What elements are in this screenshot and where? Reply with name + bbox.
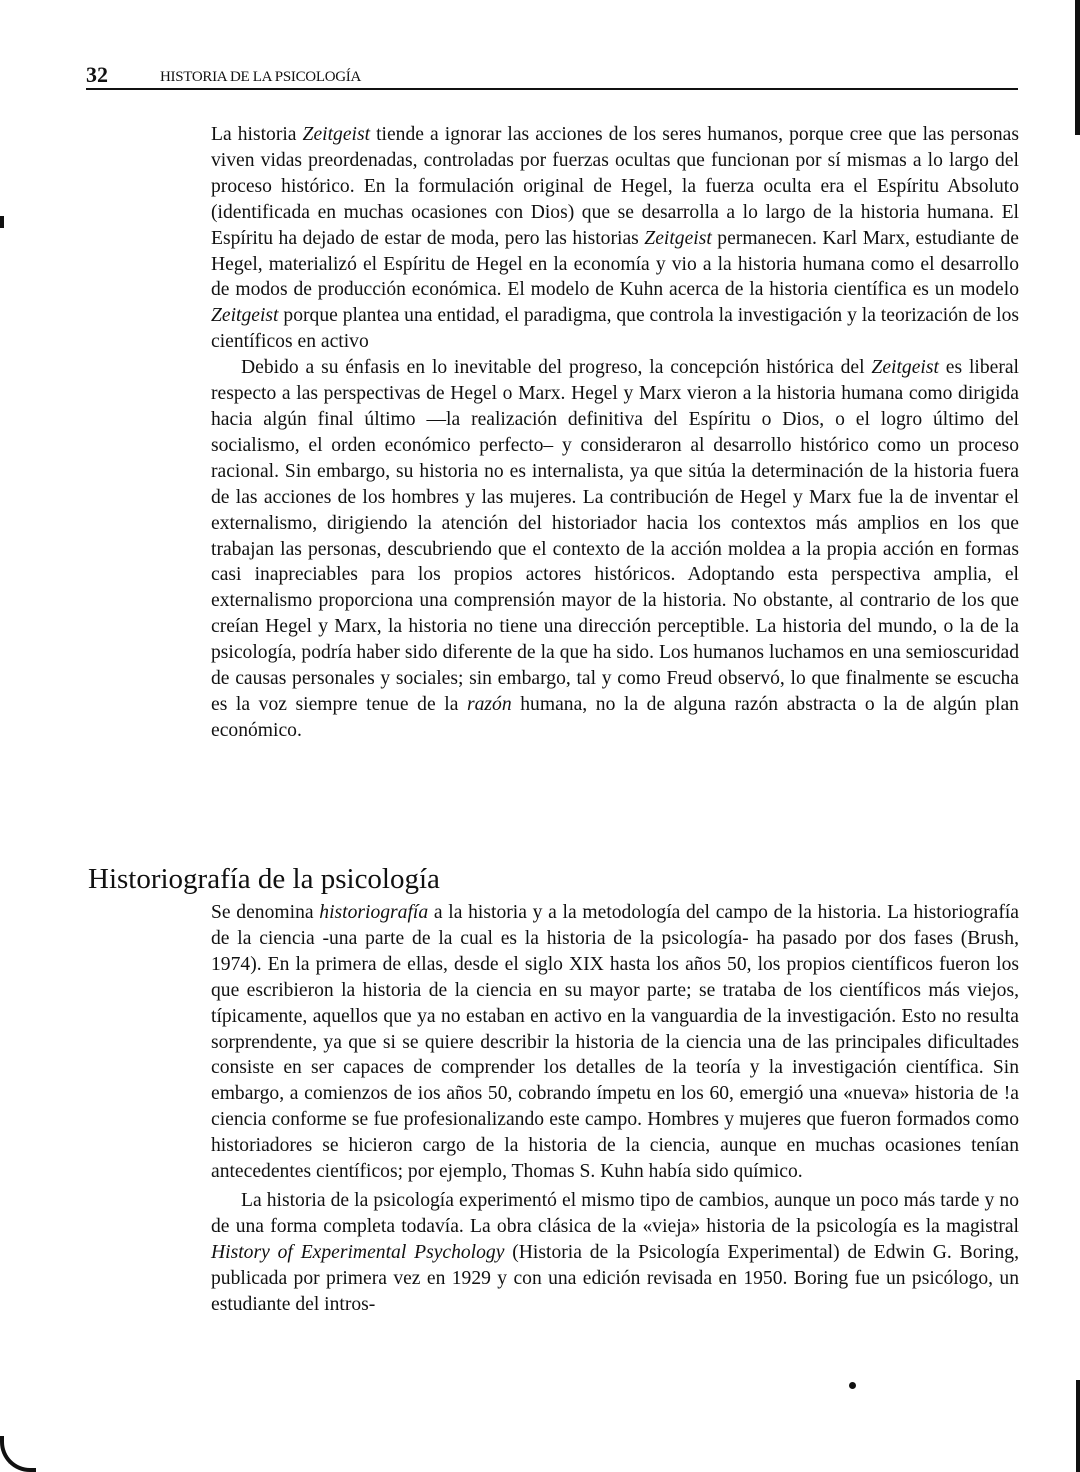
italic-text: Zeitgeist xyxy=(302,124,371,145)
page-number: 32 xyxy=(86,62,108,87)
scan-edge-mark xyxy=(0,216,4,228)
section-2-body xyxy=(211,900,1019,1318)
section-1-body xyxy=(211,122,1019,744)
text-run: tiende a ignorar las acciones de los seres humanos, porque cree que las personas viven vidas preordenadas, controladas por fuerzas ocultas que funcionan por sí mismas a lo largo del proceso histórico. En la formulación original de Hegel, la fuerza oculta era el Espíritu Absoluto (identificada en muchas ocasiones con Dios) que se desarrolla a lo largo de la historia humana. El Espíritu ha dejado de estar de moda, pero las historias xyxy=(211,124,1019,249)
italic-text: Zeitgeist xyxy=(644,227,712,249)
text-run: es liberal respecto a las perspectivas de Hegel o Marx. Hegel y Marx vieron a la historia humana como dirigida hacia algún final último —la realización definitiva del Espíritu o Dios, o el logro último del socialismo, el orden económico perfecto– y consideraron al desarrollo histórico como un proceso racional. Sin embargo, su historia no es internalista, ya que sitúa la determinación de la historia fuera de las acciones de los hombres y las mujeres. La contribución de Hegel y Marx fue la de inventar el externalismo, dirigiendo la atención del historiador hacia los contextos más amplios en los que trabajan las personas, descubriendo que el contexto de la acción moldea a la propia acción en formas casi inapreciables para los propios actores históricos. Adoptando esta perspectiva amplia, el externalismo proporciona una comprensión mayor de la historia. No obstante, al contrario de los que creían Hegel y Marx, la historia no tiene una dirección perceptible. La historia del mundo, o la de la psicología, podría haber sido diferente de la que ha sido. Los humanos luchamos en una semioscuridad de causas personales y sociales; sin embargo, tal y como Freud observó, lo que finalmente se escucha es la voz siempre tenue de la xyxy=(211,357,1019,715)
italic-text: Zeitgeist xyxy=(211,305,279,327)
paragraph xyxy=(211,355,1019,744)
text-run: a la historia y a la metodología del campo de la historia. La historiografía de la ciencia -una parte de la cual es la historia de la psicología- ha pasado por dos fases (Brush, 1974). En la primera de ellas, desde el siglo XIX hasta los años 50, los propios científicos fueron los que escribieron la historia de la ciencia en su mayor parte; se trataba de los científicos más viejos, típicamente, aquellos que ya no estaban en activo en la vanguardia de la investigación. Esto no resulta sorprendente, ya que si se quiere describir la historia de la ciencia una de las principales dificultades consiste en ser capaces de comprender los detalles de la teoría y la investigación científica. Sin embargo, a comienzos de ios años 50, cobrando ímpetu en los 60, emergió una «nueva» historia de !a ciencia conforme se fue profesionalizando este campo. Hombres y mujeres que fueron formados como historiadores se hicieron cargo de la historia de la ciencia, aunque en muchas ocasiones tenían antecedentes científicos; por ejemplo, Thomas S. Kuhn había sido químico. xyxy=(211,902,1019,1183)
running-title: HISTORIA DE LA PSICOLOGÍA xyxy=(160,69,361,85)
text-run: permanecen. Karl Marx, estudiante de Hegel, materializó el Espíritu de Hegel en la economía y vio a la historia humana como el desarrollo de modos de producción económica. El modelo de Kuhn acerca de la historia científica es un modelo xyxy=(211,227,1019,301)
scan-edge-mark xyxy=(1075,0,1080,135)
paragraph xyxy=(211,122,1019,355)
text-run: La historia xyxy=(211,124,303,145)
italic-text: razón xyxy=(467,693,512,715)
text-run: Se denomina xyxy=(211,902,320,923)
italic-text: History of Experimental Psychology xyxy=(211,1241,505,1263)
text-run: porque plantea una entidad, el paradigma, que controla la investigación y la teorización de los científicos en activo xyxy=(211,305,1019,353)
italic-text: Zeitgeist xyxy=(871,357,939,379)
text-run: (Historia de la Psicología Experimental) de Edwin G. Boring, publicada por primera vez en 1929 y con una edición revisada en 1950. Boring fue un psicólogo, un estudiante del intros- xyxy=(211,1241,1019,1315)
scan-edge-mark xyxy=(1076,1380,1080,1472)
italic-text: historiografía xyxy=(319,902,429,923)
running-header xyxy=(86,62,1018,90)
text-run: Debido a su énfasis en lo inevitable del progreso, la concepción histórica del xyxy=(241,357,872,379)
scan-corner-mark xyxy=(0,1436,36,1472)
paragraph xyxy=(211,900,1019,1185)
text-run: humana, no la de alguna razón abstracta o la de algún plan económico. xyxy=(211,693,1019,741)
paragraph xyxy=(211,1188,1019,1318)
text-run: La historia de la psicología experimentó el mismo tipo de cambios, aunque un poco más tarde y no de una forma completa todavía. La obra clásica de la «vieja» historia de la psicología es la magistral xyxy=(211,1189,1019,1237)
scan-dot-mark xyxy=(849,1382,856,1389)
section-heading: Historiografía de la psicología xyxy=(88,863,440,895)
